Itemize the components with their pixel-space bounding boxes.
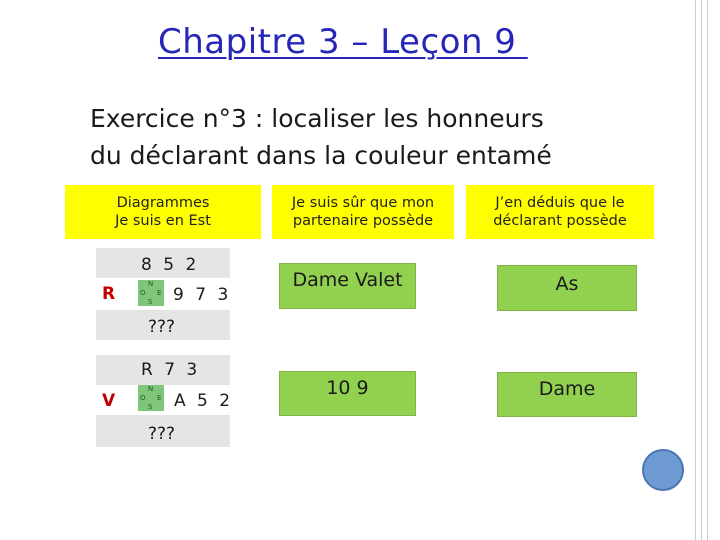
row-2-partner-answer: 10 9 [279,371,416,416]
header-declarer-line-2: déclarant possède [493,213,627,229]
diagram-2-south-hand: ??? [148,424,176,444]
slide-title: Chapitre 3 – Leçon 9 [158,22,528,62]
compass-e: E [157,289,162,297]
frame-line-middle [701,0,702,540]
header-diagrams [65,185,261,239]
header-partner-line-1: Je suis sûr que mon [291,195,435,211]
header-declarer-line-1: J’en déduis que le [495,195,625,211]
header-diagrams-line-1: Diagrammes [116,195,210,211]
header-partner-line-2: partenaire possède [292,213,434,229]
row-1-partner-answer: Dame Valet [279,263,416,309]
diagram-1-south-hand: ??? [148,317,176,337]
compass-n: N [148,280,154,288]
compass-o: O [140,289,146,297]
compass-e: E [157,394,162,402]
diagram-2-east-hand: A 5 2 [174,391,234,411]
row-2-declarer-answer: Dame [497,372,637,417]
header-diagrams-line-2: Je suis en Est [115,213,211,229]
diagram-1-compass-icon [138,280,164,306]
compass-s: S [148,298,153,306]
frame-line-right [707,0,708,540]
compass-o: O [140,394,146,402]
exercise-heading-line-2: du déclarant dans la couleur entamé [90,141,552,170]
header-partner [272,185,454,239]
frame-line-left [695,0,696,540]
diagram-2-suit-label: V [102,391,116,411]
diagram-1-suit-label: R [102,284,116,304]
decorative-circle [642,449,684,491]
compass-n: N [148,385,154,393]
diagram-1-east-hand: 9 7 3 [173,285,232,305]
diagram-2-north-hand: R 7 3 [141,360,201,380]
diagram-2-compass-icon [138,385,164,411]
diagram-1-north-hand: 8 5 2 [141,255,200,275]
compass-s: S [148,403,153,411]
header-declarer [466,185,654,239]
row-1-declarer-answer: As [497,265,637,311]
exercise-heading-line-1: Exercice n°3 : localiser les honneurs [90,104,544,133]
exercise-heading [90,100,650,174]
